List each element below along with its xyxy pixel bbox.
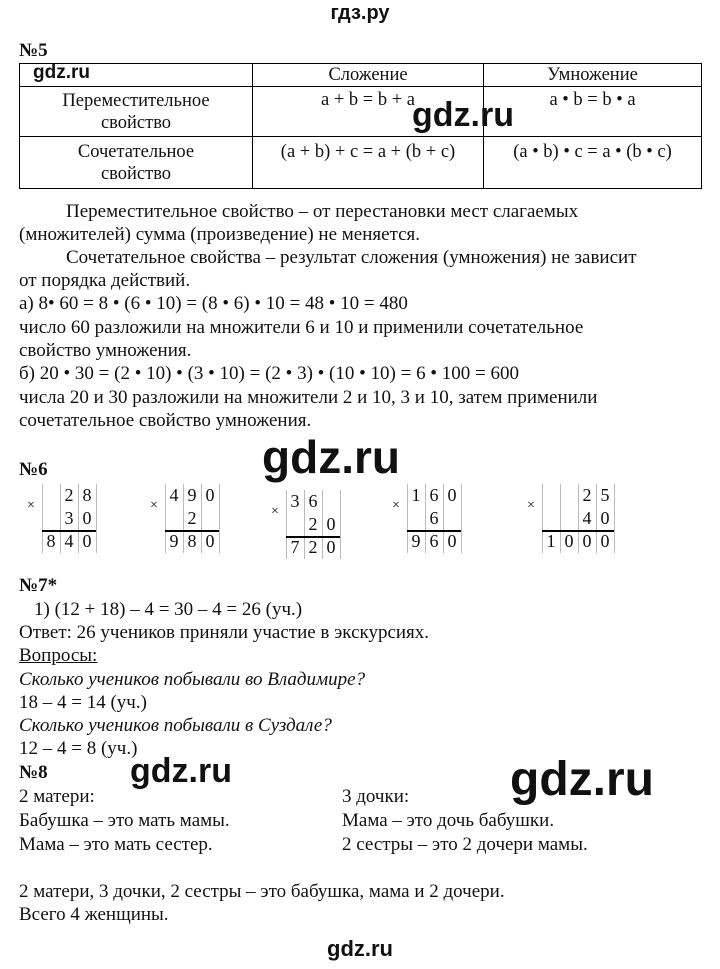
digit-cell [202, 508, 218, 529]
multiplication-grid [20, 484, 96, 555]
task-8-number: №8 [19, 762, 48, 783]
digit-cell: 1 [546, 531, 556, 551]
multiplication-grid [385, 484, 461, 555]
task-7-number: №7* [19, 575, 58, 596]
digit-cell [444, 508, 460, 529]
task-6-number: №6 [19, 459, 48, 480]
watermark: gdz.ru [33, 62, 90, 83]
table-header-multiplication: Умножение [484, 64, 702, 87]
digit-cell: 3 [290, 491, 300, 511]
question-line: Сколько учеников побывали во Владимире? [19, 669, 366, 690]
digit-cell [287, 514, 303, 535]
watermark: gdz.ru [130, 752, 232, 790]
solution-line: 12 – 4 = 8 (уч.) [19, 738, 138, 759]
property-name-line: Переместительное [62, 90, 210, 111]
grid-line [340, 490, 341, 559]
digit-cell: 2 [582, 485, 592, 505]
text-line: от порядка действий. [19, 270, 191, 291]
text-line: число 60 разложили на множители 6 и 10 и применили сочетательное [19, 317, 584, 338]
task-5-number: №5 [19, 40, 48, 61]
multiply-sign: × [392, 497, 400, 513]
property-name-line: свойство [100, 163, 172, 184]
digit-cell: 7 [290, 537, 300, 557]
digit-cell: 0 [326, 537, 336, 557]
digit-cell: 2 [308, 514, 318, 534]
digit-cell: 4 [582, 508, 592, 528]
digit-cell: 9 [411, 531, 421, 551]
question-line: Сколько учеников побывали в Суздале? [19, 715, 332, 736]
result-line [286, 536, 340, 538]
summary-line: Всего 4 женщины. [19, 904, 169, 925]
digit-cell: 9 [187, 485, 197, 505]
multiply-sign: × [27, 497, 35, 513]
text-line: свойство умножения. [19, 340, 192, 361]
watermark: gdz.ru [412, 96, 514, 134]
multiplication-grid [264, 490, 340, 561]
digit-cell: 8 [187, 531, 197, 551]
digit-cell: 6 [308, 491, 318, 511]
digit-cell [43, 485, 59, 506]
multiplication-formula: a • b = b • a [484, 87, 702, 137]
text-line: (множителей) сумма (произведение) не меняется. [19, 224, 421, 245]
multiply-sign: × [150, 497, 158, 513]
property-name-cell [20, 87, 253, 137]
addition-formula: a + b = b + a [253, 87, 484, 137]
digit-cell [43, 508, 59, 529]
digit-cell [561, 485, 577, 506]
digit-cell: 6 [429, 485, 439, 505]
questions-heading: Вопросы: [19, 645, 98, 666]
answer-line: Ответ: 26 учеников приняли участие в экскурсиях. [19, 622, 430, 643]
digit-cell: 0 [82, 508, 92, 528]
result-line [542, 530, 614, 532]
result-line [165, 530, 219, 532]
digit-cell: 8 [82, 485, 92, 505]
digit-cell: 0 [564, 531, 574, 551]
property-name-line: Сочетательное [77, 141, 195, 162]
left-column-line: Бабушка – это мать мамы. [19, 810, 230, 831]
digit-cell: 9 [169, 531, 179, 551]
digit-cell [561, 508, 577, 529]
multiplication-grid [143, 484, 219, 555]
multiplication-grid [520, 484, 614, 555]
result-line [42, 530, 96, 532]
digit-cell: 0 [447, 485, 457, 505]
multiplication-formula: (a • b) • c = a • (b • c) [484, 137, 702, 189]
digit-cell [408, 508, 424, 529]
left-column-line: 2 матери: [19, 786, 95, 807]
digit-cell: 0 [582, 531, 592, 551]
property-name-cell [20, 137, 253, 189]
table-header-row [20, 64, 702, 87]
digit-cell: 1 [411, 485, 421, 505]
text-line: числа 20 и 30 разложили на множители 2 и 10, 3 и 10, затем применили [19, 387, 598, 408]
digit-cell: 2 [308, 537, 318, 557]
digit-cell: 0 [600, 508, 610, 528]
table-row [20, 137, 702, 189]
multiply-sign: × [527, 497, 535, 513]
digit-cell: 0 [82, 531, 92, 551]
digit-cell: 3 [64, 508, 74, 528]
properties-table [19, 63, 702, 189]
digit-cell [166, 508, 182, 529]
solution-line: 1) (12 + 18) – 4 = 30 – 4 = 26 (уч.) [34, 599, 303, 620]
property-name-line: свойство [100, 112, 172, 133]
text-line: сочетательное свойство умножения. [19, 410, 312, 431]
addition-formula: (a + b) + c = a + (b + c) [253, 137, 484, 189]
right-column-line: Мама – это дочь бабушки. [342, 810, 555, 831]
grid-line [614, 484, 615, 553]
site-footer: gdz.ru [327, 936, 393, 961]
digit-cell: 5 [600, 485, 610, 505]
digit-cell: 4 [64, 531, 74, 551]
text-line: а) 8• 60 = 8 • (6 • 10) = (8 • 6) • 10 = 48 • 10 = 480 [19, 293, 408, 314]
digit-cell: 8 [46, 531, 56, 551]
grid-line [461, 484, 462, 553]
text-line: Сочетательное свойства – результат сложения (умножения) не зависит [66, 247, 637, 268]
grid-line [219, 484, 220, 553]
digit-cell: 0 [600, 531, 610, 551]
digit-cell: 2 [187, 508, 197, 528]
digit-cell: 6 [429, 508, 439, 528]
right-column-line: 2 сестры – это 2 дочери мамы. [342, 834, 588, 855]
text-line: Переместительное свойство – от перестановки мест слагаемых [66, 201, 579, 222]
table-row [20, 87, 702, 137]
summary-line: 2 матери, 3 дочки, 2 сестры – это бабушка, мама и 2 дочери. [19, 881, 505, 902]
table-header-addition: Сложение [253, 64, 484, 87]
left-column-line: Мама – это мать сестер. [19, 834, 213, 855]
watermark: gdz.ru [510, 753, 654, 806]
multiply-sign: × [271, 503, 279, 519]
digit-cell: 0 [205, 485, 215, 505]
grid-line [96, 484, 97, 553]
digit-cell: 0 [326, 514, 336, 534]
digit-cell: 0 [447, 531, 457, 551]
result-line [407, 530, 461, 532]
site-header: гдз.ру [330, 2, 390, 24]
watermark: gdz.ru [262, 431, 400, 483]
solution-line: 18 – 4 = 14 (уч.) [19, 692, 147, 713]
digit-cell: 0 [205, 531, 215, 551]
right-column-line: 3 дочки: [342, 786, 410, 807]
digit-cell: 2 [64, 485, 74, 505]
text-line: б) 20 • 30 = (2 • 10) • (3 • 10) = (2 • 3) • (10 • 10) = 6 • 100 = 600 [19, 363, 519, 384]
digit-cell: 6 [429, 531, 439, 551]
digit-cell [323, 491, 339, 512]
digit-cell: 4 [169, 485, 179, 505]
